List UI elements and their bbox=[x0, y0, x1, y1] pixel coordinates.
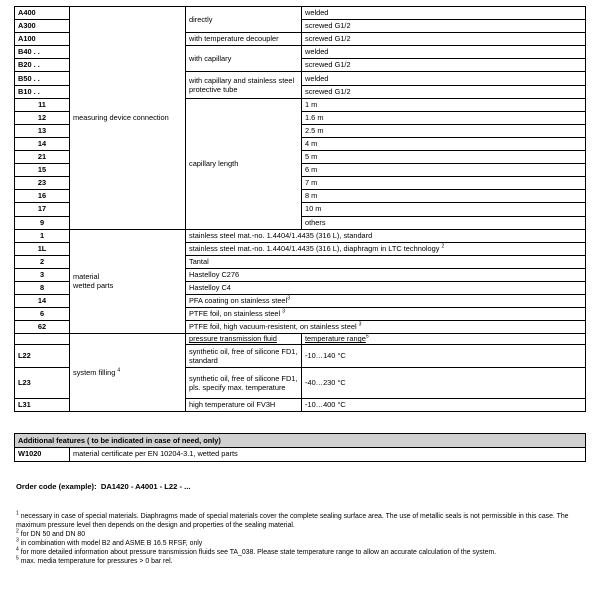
additional-features-table bbox=[14, 433, 586, 461]
range-cell: -10…400 °C bbox=[302, 399, 586, 412]
footnote bbox=[16, 548, 585, 557]
connection-value: screwed G1/2 bbox=[302, 33, 586, 46]
code-cell: 23 bbox=[15, 177, 70, 190]
range-header-label: temperature range bbox=[305, 334, 366, 344]
footnote-number: 3 bbox=[16, 537, 19, 544]
range-cell: -40…230 °C bbox=[302, 368, 586, 399]
material-text: PTFE foil, on stainless steel bbox=[189, 309, 281, 319]
order-code-table bbox=[14, 6, 586, 412]
code-cell: 21 bbox=[15, 151, 70, 164]
connection-type-capillary-length: capillary length bbox=[186, 98, 302, 229]
group-filling-label: system filling bbox=[73, 367, 116, 377]
connection-value: welded bbox=[302, 72, 586, 85]
connection-value: welded bbox=[302, 46, 586, 59]
fluid-header bbox=[186, 334, 302, 345]
footnote-text: in combination with model B2 and ASME B 16.5 RFSF, only bbox=[20, 539, 203, 547]
fluid-cell: synthetic oil, free of silicone FD1, pls. specify max. temperature bbox=[186, 368, 302, 399]
footnote-number: 2 bbox=[16, 528, 19, 535]
material-option bbox=[186, 308, 586, 321]
length-value: 1.6 m bbox=[302, 111, 586, 124]
code-cell: B20 . . bbox=[15, 59, 70, 72]
code-cell: A400 bbox=[15, 7, 70, 20]
length-value: 5 m bbox=[302, 151, 586, 164]
footnote bbox=[16, 530, 585, 539]
footnote-ref: 2 bbox=[441, 243, 445, 250]
code-cell-empty bbox=[15, 334, 70, 345]
table-row bbox=[15, 334, 586, 345]
material-text: stainless steel mat.-no. 1.4404/1.4435 (316 L), standard bbox=[189, 230, 373, 240]
length-value: others bbox=[302, 216, 586, 229]
code-cell: L31 bbox=[15, 399, 70, 412]
order-code-label: Order code (example): bbox=[16, 481, 97, 491]
footnote-number: 5 bbox=[16, 555, 19, 562]
material-text: stainless steel mat.-no. 1.4404/1.4435 (316 L), diaphragm in LTC technology bbox=[189, 243, 440, 253]
order-code-example bbox=[14, 482, 585, 491]
footnote-text: for DN 50 and DN 80 bbox=[20, 530, 86, 538]
code-cell: B10 . . bbox=[15, 85, 70, 98]
length-value: 7 m bbox=[302, 177, 586, 190]
additional-feature-text: material certificate per EN 10204-3.1, wetted parts bbox=[70, 448, 586, 461]
connection-type-capillary: with capillary bbox=[186, 46, 302, 72]
connection-type-capillary-tube: with capillary and stainless steel protective tube bbox=[186, 72, 302, 98]
table-row bbox=[15, 434, 586, 448]
material-option bbox=[186, 255, 586, 268]
footnote-ref: 4 bbox=[117, 367, 121, 374]
code-cell: A300 bbox=[15, 20, 70, 33]
group-connection: measuring device connection bbox=[70, 7, 186, 230]
range-cell: -10…140 °C bbox=[302, 345, 586, 368]
connection-type-decoupler: with temperature decoupler bbox=[186, 33, 302, 46]
additional-features-header: Additional features ( to be indicated in case of need, only) bbox=[15, 434, 586, 448]
length-value: 6 m bbox=[302, 164, 586, 177]
footnote bbox=[16, 512, 585, 530]
connection-value: welded bbox=[302, 7, 586, 20]
material-option bbox=[186, 242, 586, 255]
table-row bbox=[15, 448, 586, 461]
code-cell: 6 bbox=[15, 308, 70, 321]
material-text: Tantal bbox=[189, 256, 209, 266]
material-option bbox=[186, 281, 586, 294]
fluid-header-label: pressure transmission fluid bbox=[189, 334, 277, 344]
footnotes bbox=[14, 512, 585, 566]
range-header bbox=[302, 334, 586, 345]
footnote-text: max. media temperature for pressures > 0 bar rel. bbox=[20, 557, 173, 565]
page bbox=[14, 6, 585, 566]
footnote-text: for more detailed information about pressure transmission fluids see TA_038. Please state temperature range to allow an accurate calculation of the system. bbox=[20, 548, 497, 556]
code-cell: 12 bbox=[15, 111, 70, 124]
footnote bbox=[16, 539, 585, 548]
material-option bbox=[186, 295, 586, 308]
code-cell: L23 bbox=[15, 368, 70, 399]
material-option bbox=[186, 268, 586, 281]
connection-value: screwed G1/2 bbox=[302, 20, 586, 33]
length-value: 4 m bbox=[302, 137, 586, 150]
code-cell: 14 bbox=[15, 295, 70, 308]
material-text: Hastelloy C4 bbox=[189, 283, 231, 293]
material-option bbox=[186, 321, 586, 334]
code-cell: 11 bbox=[15, 98, 70, 111]
code-cell: A100 bbox=[15, 33, 70, 46]
code-cell: 1 bbox=[15, 229, 70, 242]
footnote-ref: 5 bbox=[365, 333, 369, 340]
footnote-number: 1 bbox=[16, 510, 19, 517]
code-cell: 3 bbox=[15, 268, 70, 281]
footnote-ref: 3 bbox=[287, 295, 290, 302]
code-cell: B50 . . bbox=[15, 72, 70, 85]
order-code-value: DA1420 - A4001 - L22 - ... bbox=[100, 481, 191, 491]
code-cell: 15 bbox=[15, 164, 70, 177]
footnote bbox=[16, 557, 585, 566]
footnote-number: 4 bbox=[16, 546, 19, 553]
table-row bbox=[15, 229, 586, 242]
material-text: PFA coating on stainless steel bbox=[189, 296, 288, 306]
footnote-ref: 3 bbox=[358, 321, 362, 328]
code-cell: 17 bbox=[15, 203, 70, 216]
table-row bbox=[15, 7, 586, 20]
code-cell: 2 bbox=[15, 255, 70, 268]
group-filling bbox=[70, 334, 186, 412]
code-cell: 16 bbox=[15, 190, 70, 203]
fluid-cell: synthetic oil, free of silicone FD1, standard bbox=[186, 345, 302, 368]
length-value: 10 m bbox=[302, 203, 586, 216]
code-cell: W1020 bbox=[15, 448, 70, 461]
footnote-ref: 3 bbox=[282, 308, 286, 315]
connection-type-directly: directly bbox=[186, 7, 302, 33]
code-cell: 13 bbox=[15, 124, 70, 137]
material-text: PTFE foil, high vacuum-resistent, on stainless steel bbox=[189, 322, 357, 332]
code-cell: B40 . . bbox=[15, 46, 70, 59]
connection-value: screwed G1/2 bbox=[302, 85, 586, 98]
code-cell: 14 bbox=[15, 137, 70, 150]
length-value: 1 m bbox=[302, 98, 586, 111]
material-text: Hastelloy C276 bbox=[189, 269, 240, 279]
code-cell: 62 bbox=[15, 321, 70, 334]
code-cell: 9 bbox=[15, 216, 70, 229]
group-material: material wetted parts bbox=[70, 229, 186, 334]
material-option bbox=[186, 229, 586, 242]
fluid-cell: high temperature oil FV3H bbox=[186, 399, 302, 412]
code-cell: L22 bbox=[15, 345, 70, 368]
length-value: 2.5 m bbox=[302, 124, 586, 137]
code-cell: 1L bbox=[15, 242, 70, 255]
connection-value: screwed G1/2 bbox=[302, 59, 586, 72]
code-cell: 8 bbox=[15, 281, 70, 294]
footnote-text: necessary in case of special materials. Diaphragms made of special materials cover the complete sealing surface area. The use of metallic seals is not permissible in this case. The maximum pressure level then depends on the design and properties of the sealing material. bbox=[16, 512, 569, 529]
length-value: 8 m bbox=[302, 190, 586, 203]
